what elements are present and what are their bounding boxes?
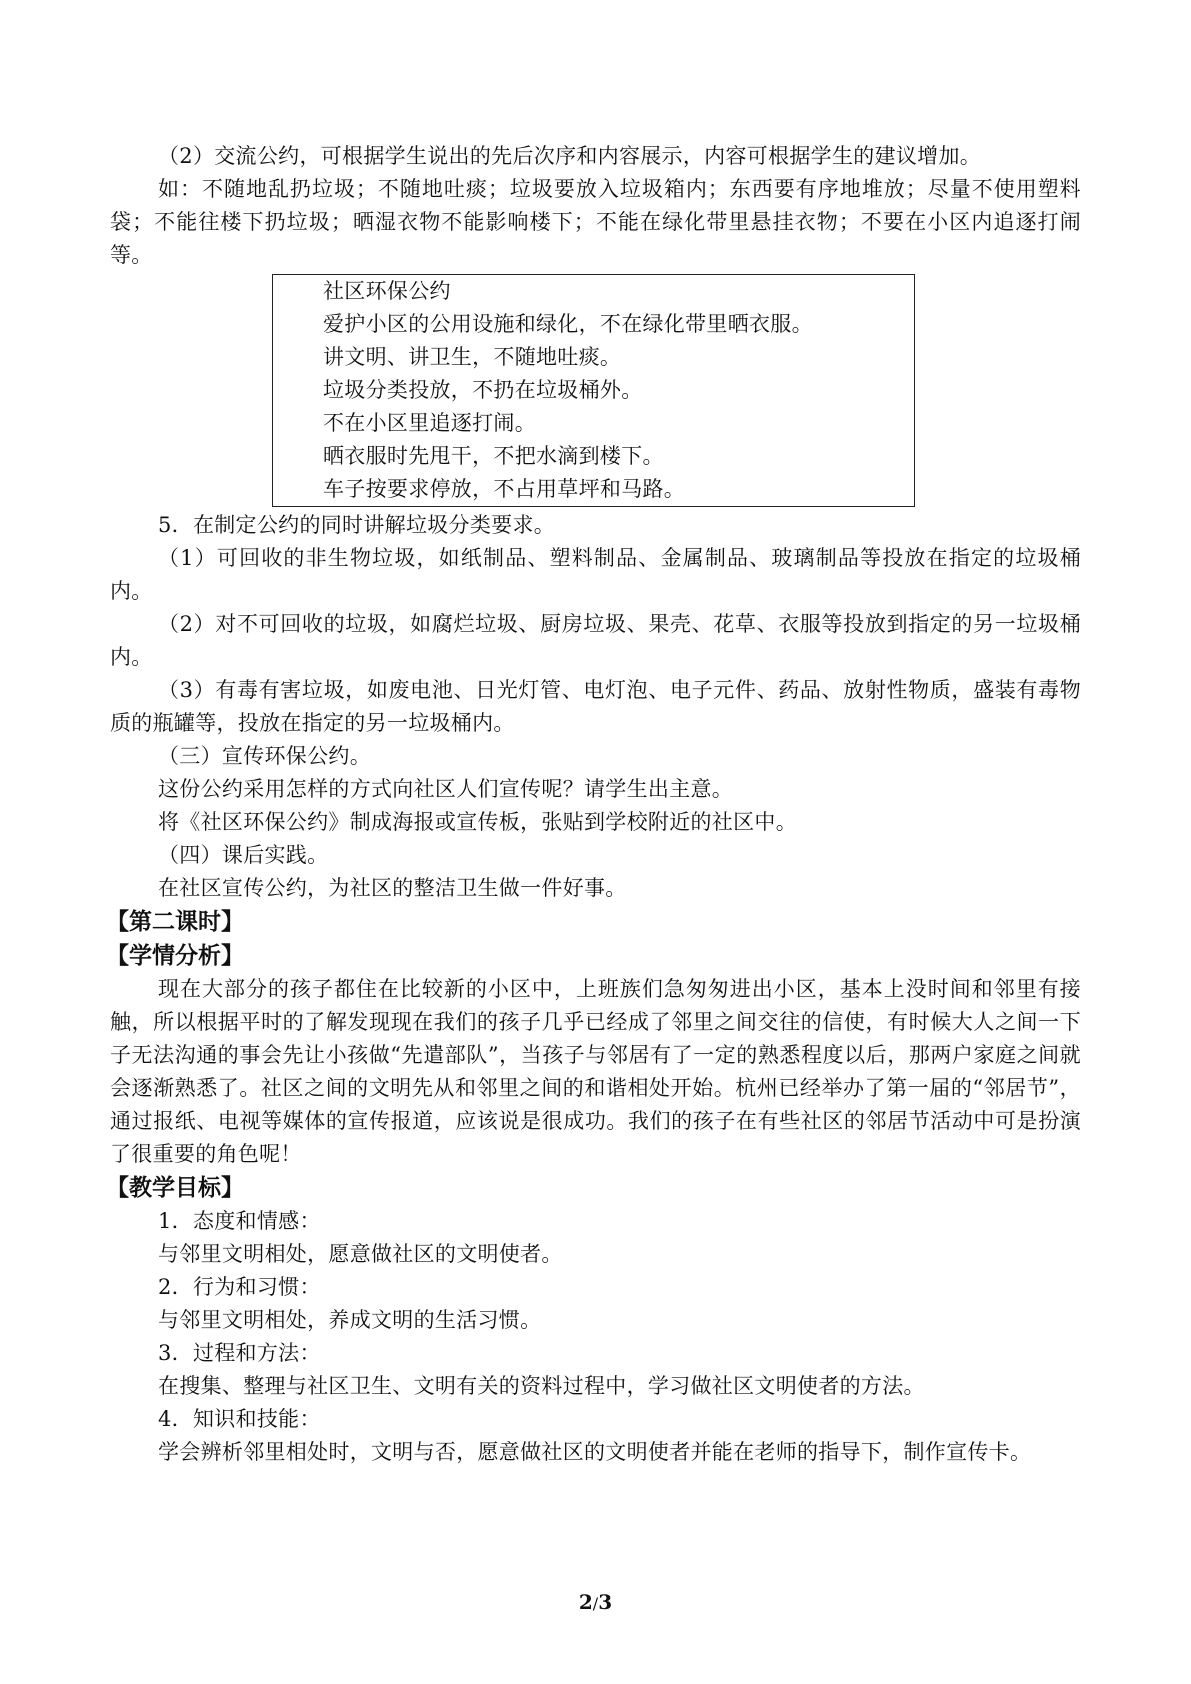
convention-item: 不在小区里追逐打闹。 <box>323 411 536 435</box>
goal-label: 4．知识和技能： <box>158 1407 321 1431</box>
page-number <box>0 1590 1191 1614</box>
section-heading: 【第二课时】 <box>106 909 244 935</box>
convention-item: 晒衣服时先甩干，不把水滴到楼下。 <box>323 444 664 468</box>
paragraph: （2）交流公约，可根据学生说出的先后次序和内容展示，内容可根据学生的建议增加。 <box>158 144 982 168</box>
paragraph: （2）对不可回收的垃圾，如腐烂垃圾、厨房垃圾、果壳、花草、衣服等投放到指定的另一垃圾桶内。 <box>110 612 1081 669</box>
convention-title: 社区环保公约 <box>323 279 451 303</box>
goal-label: 3．过程和方法： <box>158 1341 321 1365</box>
paragraph: 如：不随地乱扔垃圾；不随地吐痰；垃圾要放入垃圾箱内；东西要有序地堆放；尽量不使用塑料袋；不能往楼下扔垃圾；晒湿衣物不能影响楼下；不能在绿化带里悬挂衣物；不要在小区内追逐打闹等。 <box>110 177 1081 267</box>
convention-item: 讲文明、讲卫生，不随地吐痰。 <box>323 345 622 369</box>
page-separator: / <box>592 1594 599 1613</box>
paragraph: 现在大部分的孩子都住在比较新的小区中，上班族们急匆匆进出小区，基本上没时间和邻里有接触，所以根据平时的了解发现现在我们的孩子几乎已经成了邻里之间交往的信使，有时候大人之间一下子无法沟通的事会先让小孩做“先遣部队”，当孩子与邻居有了一定的熟悉程度以后，那两户家庭之间就会逐渐熟悉了。社区之间的文明先从和邻里之间的和谐相处开始。杭州已经举办了第一届的“邻居节”，通过报纸、电视等媒体的宣传报道，应该说是很成功。我们的孩子在有些社区的邻居节活动中可是扮演了很重要的角色呢！ <box>110 977 1081 1166</box>
paragraph: 5．在制定公约的同时讲解垃圾分类要求。 <box>158 513 556 537</box>
page-total: 3 <box>598 1590 613 1614</box>
document-body <box>106 140 1081 1469</box>
convention-item: 垃圾分类投放，不扔在垃圾桶外。 <box>323 378 643 402</box>
goal-text: 学会辨析邻里相处时，文明与否，愿意做社区的文明使者并能在老师的指导下，制作宣传卡。 <box>158 1440 1032 1464</box>
paragraph: （3）有毒有害垃圾，如废电池、日光灯管、电灯泡、电子元件、药品、放射性物质，盛装有毒物质的瓶罐等，投放在指定的另一垃圾桶内。 <box>110 678 1081 735</box>
goal-label: 2．行为和习惯： <box>158 1275 321 1299</box>
goal-text: 与邻里文明相处，养成文明的生活习惯。 <box>158 1308 542 1332</box>
convention-item: 车子按要求停放，不占用草坪和马路。 <box>323 477 686 501</box>
page-current: 2 <box>578 1590 593 1614</box>
section-heading: 【学情分析】 <box>106 943 244 969</box>
goal-text: 在搜集、整理与社区卫生、文明有关的资料过程中，学习做社区文明使者的方法。 <box>158 1374 925 1398</box>
goal-text: 与邻里文明相处，愿意做社区的文明使者。 <box>158 1242 563 1266</box>
paragraph: 将《社区环保公约》制成海报或宣传板，张贴到学校附近的社区中。 <box>158 810 797 834</box>
paragraph: （1）可回收的非生物垃圾，如纸制品、塑料制品、金属制品、玻璃制品等投放在指定的垃圾桶内。 <box>110 546 1081 603</box>
goal-label: 1．态度和情感： <box>158 1209 321 1233</box>
convention-item: 爱护小区的公用设施和绿化，不在绿化带里晒衣服。 <box>323 312 813 336</box>
section-heading: 【教学目标】 <box>106 1175 244 1201</box>
paragraph: （三）宣传环保公约。 <box>158 744 371 768</box>
paragraph: （四）课后实践。 <box>158 843 329 867</box>
convention-box <box>272 274 915 507</box>
paragraph: 在社区宣传公约，为社区的整洁卫生做一件好事。 <box>158 876 627 900</box>
paragraph: 这份公约采用怎样的方式向社区人们宣传呢？请学生出主意。 <box>158 777 734 801</box>
